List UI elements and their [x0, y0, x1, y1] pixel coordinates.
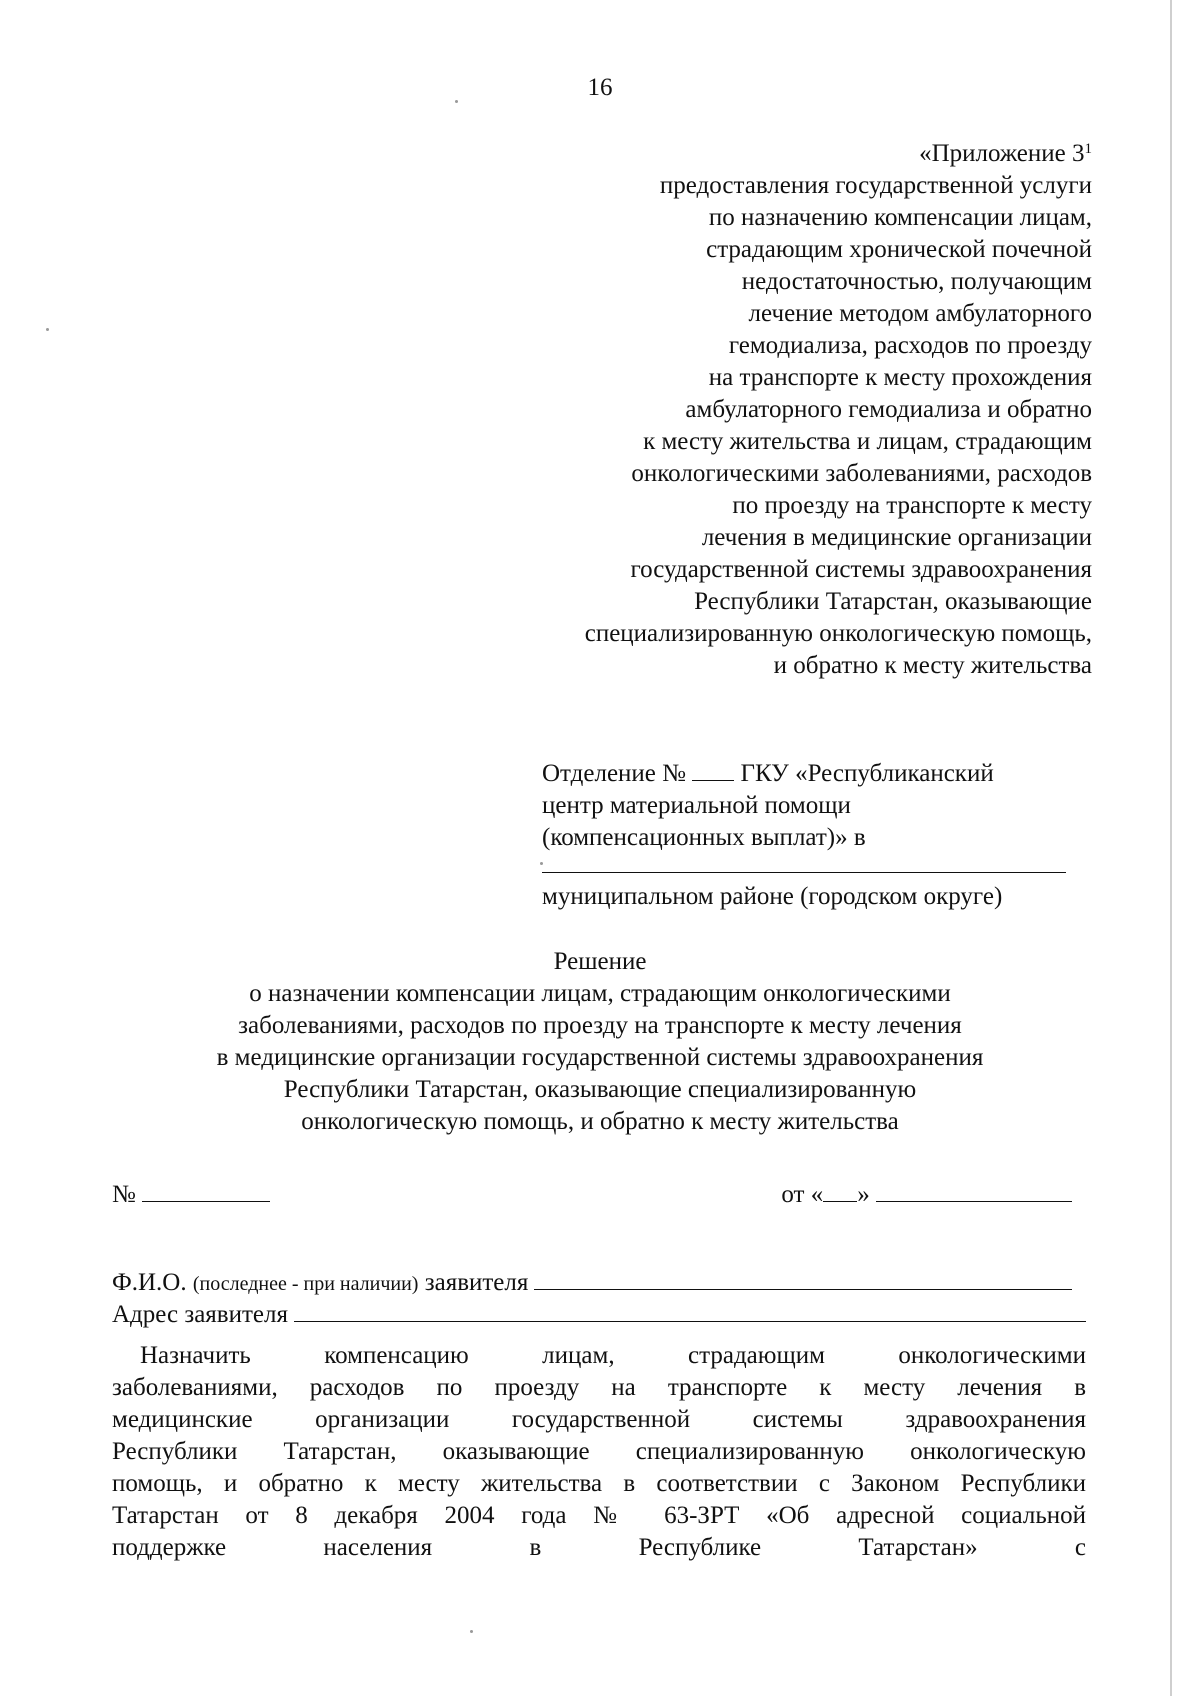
applicant-address-field: Адрес заявителя — [112, 1299, 1086, 1331]
applicant-fio-blank[interactable] — [534, 1267, 1072, 1290]
appendix-line: по назначению компенсации лицам, — [708, 204, 1092, 231]
body-line: Республики Татарстан, оказывающие специализированную онкологическую — [112, 1438, 1086, 1465]
department-line: Отделение № ГКУ «Республиканский — [542, 760, 994, 787]
decision-heading: Решение — [553, 948, 647, 975]
appendix-line: «Приложение $3^1$ — [919, 140, 1092, 167]
applicant-address-blank[interactable] — [294, 1299, 1086, 1322]
decision-line: Республики Татарстан, оказывающие специализированную — [283, 1076, 917, 1103]
decision-number: № — [112, 1179, 270, 1211]
appendix-header — [400, 138, 1092, 682]
decision-line: в медицинские организации государственной системы здравоохранения — [216, 1044, 984, 1071]
number-date-line — [112, 1179, 1072, 1211]
appendix-line: недостаточностью, получающим — [741, 268, 1092, 295]
appendix-line: амбулаторного гемодиализа и обратно — [685, 396, 1092, 423]
appendix-superscript: 1 — [1084, 141, 1092, 157]
decision-title — [0, 946, 1200, 1138]
decision-line: о назначении компенсации лицам, страдающим онкологическими — [249, 980, 951, 1007]
decision-line: заболеваниями, расходов по проезду на транспорте к месту лечения — [238, 1012, 962, 1039]
department-line: (компенсационных выплат)» в — [542, 824, 866, 851]
appendix-line: государственной системы здравоохранения — [630, 556, 1092, 583]
page-number: 16 — [587, 74, 613, 101]
appendix-line: специализированную онкологическую помощь, — [584, 620, 1092, 647]
department-line: центр материальной помощи — [542, 792, 851, 819]
department-block — [542, 758, 1062, 913]
appendix-line: на транспорте к месту прохождения — [708, 364, 1092, 391]
municipality-blank[interactable] — [542, 872, 1066, 873]
body-line: Назначить компенсацию лицам, страдающим онкологическими — [140, 1342, 1086, 1369]
department-number-blank[interactable] — [692, 760, 734, 781]
appendix-line: гемодиализа, расходов по проезду — [728, 332, 1092, 359]
scan-speck — [470, 1630, 473, 1633]
scan-edge-line — [1170, 0, 1172, 1696]
decision-line: онкологическую помощь, и обратно к месту жительства — [301, 1108, 899, 1135]
date-day-blank[interactable] — [823, 1181, 857, 1202]
appendix-line: страдающим хронической почечной — [706, 236, 1092, 263]
applicant-fio-field: Ф.И.О. (последнее - при наличии) заявителя — [112, 1267, 1072, 1299]
date-month-year-blank[interactable] — [876, 1181, 1072, 1202]
body-line: заболеваниями, расходов по проезду на транспорте к месту лечения в — [112, 1374, 1086, 1401]
appendix-line: по проезду на транспорте к месту — [732, 492, 1092, 519]
body-line: Татарстан от 8 декабря 2004 года № 63-ЗРТ «Об адресной социальной — [112, 1502, 1086, 1529]
appendix-line: лечение методом амбулаторного — [748, 300, 1092, 327]
municipality-caption: муниципальном районе (городском округе) — [542, 883, 1003, 910]
decision-body — [112, 1340, 1086, 1564]
appendix-line: Республики Татарстан, оказывающие — [694, 588, 1092, 615]
appendix-line: предоставления государственной услуги — [659, 172, 1092, 199]
scan-speck — [46, 328, 49, 331]
appendix-line: и обратно к месту жительства — [773, 652, 1092, 679]
body-line: поддержке населения в Республике Татарстан» с — [112, 1534, 1086, 1561]
appendix-line: онкологическими заболеваниями, расходов — [631, 460, 1092, 487]
body-line: медицинские организации государственной системы здравоохранения — [112, 1406, 1086, 1433]
decision-number-blank[interactable] — [142, 1181, 270, 1202]
appendix-line: к месту жительства и лицам, страдающим — [643, 428, 1092, 455]
body-line: помощь, и обратно к месту жительства в соответствии с Законом Республики — [112, 1470, 1086, 1497]
decision-date: от « » — [781, 1179, 1072, 1211]
appendix-line: лечения в медицинские организации — [701, 524, 1092, 551]
